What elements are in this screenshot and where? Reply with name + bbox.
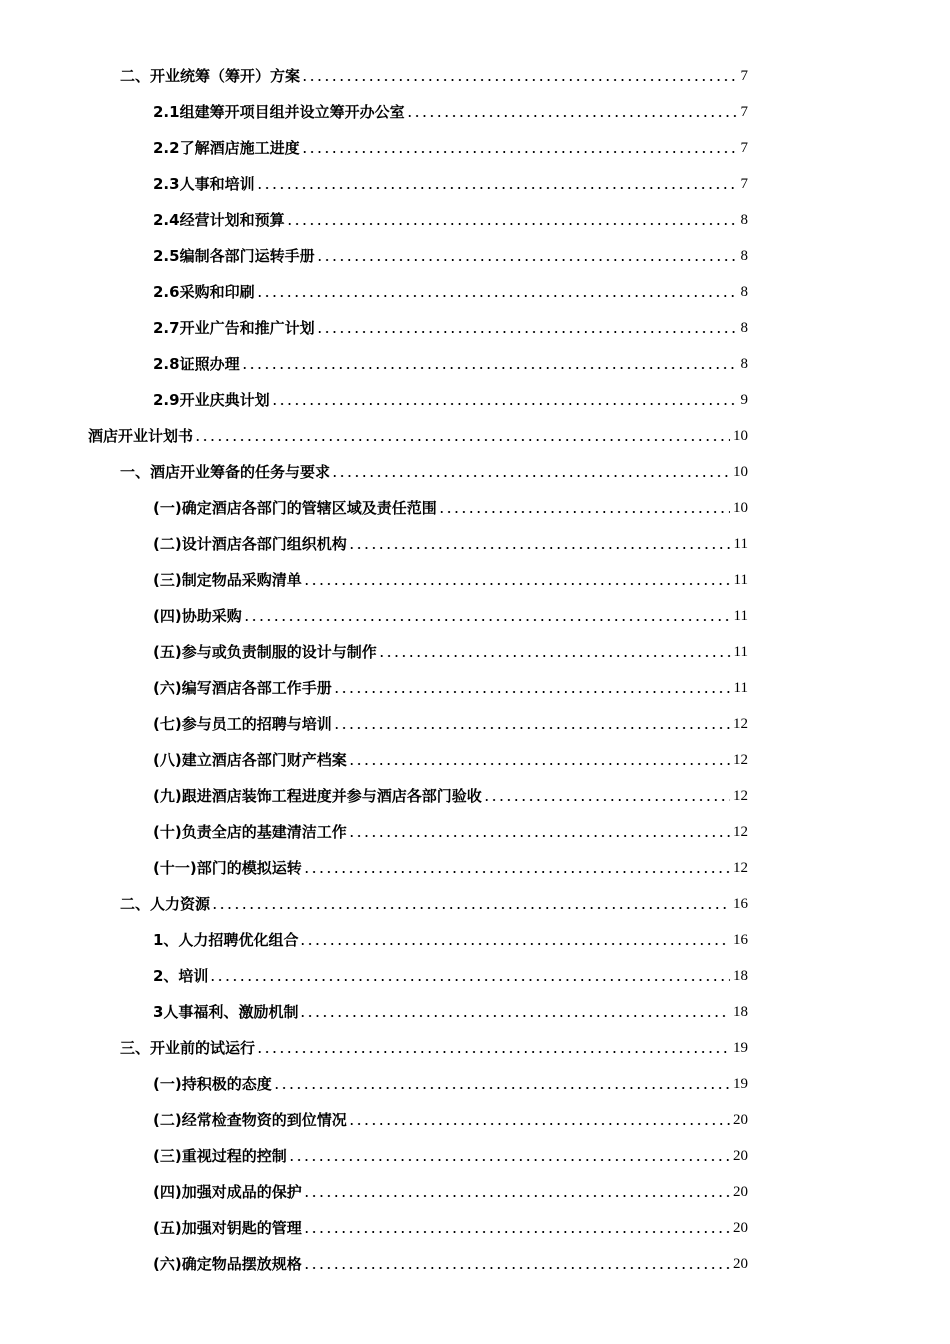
dot-leader [348, 547, 731, 549]
toc-entry-title: 2.4经营计划和预算 [153, 211, 285, 229]
dot-leader [331, 475, 730, 477]
toc-entry-title: (五)加强对钥匙的管理 [153, 1219, 302, 1237]
toc-entry-page-number: 8 [740, 248, 748, 264]
toc-entry-page-number: 11 [733, 608, 748, 624]
toc-entry[interactable] [0, 490, 950, 526]
toc-entry-page-number: 18 [733, 968, 748, 984]
toc-entry-title: 1、人力招聘优化组合 [153, 931, 299, 949]
toc-entry[interactable] [0, 886, 950, 922]
toc-entry[interactable] [0, 346, 950, 382]
toc-entry-title: 2.7开业广告和推广计划 [153, 319, 315, 337]
toc-entry[interactable] [0, 742, 950, 778]
toc-entry-page-number: 20 [733, 1256, 748, 1272]
dot-leader [241, 367, 738, 369]
toc-entry[interactable] [0, 814, 950, 850]
toc-entry[interactable] [0, 166, 950, 202]
toc-entry-page-number: 16 [733, 896, 748, 912]
toc-entry-title: (六)编写酒店各部工作手册 [153, 679, 332, 697]
dot-leader [301, 79, 737, 81]
dot-leader [194, 439, 730, 441]
dot-leader [256, 187, 738, 189]
dot-leader [256, 1051, 730, 1053]
toc-entry-title: 二、开业统筹（筹开）方案 [120, 67, 301, 85]
toc-entry[interactable] [0, 562, 950, 598]
toc-entry-page-number: 9 [740, 392, 748, 408]
toc-entry-page-number: 7 [740, 176, 748, 192]
toc-entry-title: (二)设计酒店各部门组织机构 [153, 535, 347, 553]
toc-entry-title: (二)经常检查物资的到位情况 [153, 1111, 347, 1129]
dot-leader [299, 943, 730, 945]
toc-entry-page-number: 20 [733, 1220, 748, 1236]
toc-entry[interactable] [0, 670, 950, 706]
dot-leader [438, 511, 730, 513]
dot-leader [406, 115, 738, 117]
toc-entry-page-number: 8 [740, 320, 748, 336]
toc-entry[interactable] [0, 850, 950, 886]
dot-leader [303, 1231, 730, 1233]
dot-leader [348, 835, 730, 837]
toc-entry-page-number: 20 [733, 1112, 748, 1128]
toc-entry-title: 2.5编制各部门运转手册 [153, 247, 315, 265]
toc-entry[interactable] [0, 310, 950, 346]
toc-entry-page-number: 20 [733, 1184, 748, 1200]
toc-entry-title: 2、培训 [153, 967, 209, 985]
toc-entry-page-number: 8 [740, 356, 748, 372]
toc-entry-page-number: 8 [740, 284, 748, 300]
toc-entry[interactable] [0, 94, 950, 130]
toc-entry[interactable] [0, 1030, 950, 1066]
dot-leader [303, 1195, 730, 1197]
dot-leader [316, 259, 738, 261]
toc-entry-page-number: 11 [733, 680, 748, 696]
toc-entry[interactable] [0, 526, 950, 562]
dot-leader [348, 1123, 730, 1125]
toc-entry[interactable] [0, 1102, 950, 1138]
toc-entry-title: (四)加强对成品的保护 [153, 1183, 302, 1201]
toc-entry-page-number: 10 [733, 500, 748, 516]
toc-entry-title: 2.8证照办理 [153, 355, 240, 373]
toc-entry-page-number: 11 [733, 536, 748, 552]
dot-leader [483, 799, 730, 801]
toc-entry[interactable] [0, 382, 950, 418]
toc-entry[interactable] [0, 418, 950, 454]
toc-entry-page-number: 19 [733, 1040, 748, 1056]
toc-entry-page-number: 16 [733, 932, 748, 948]
toc-entry[interactable] [0, 634, 950, 670]
toc-entry[interactable] [0, 274, 950, 310]
toc-entry-title: (七)参与员工的招聘与培训 [153, 715, 332, 733]
toc-entry-title: (三)制定物品采购清单 [153, 571, 302, 589]
toc-entry-title: (五)参与或负责制服的设计与制作 [153, 643, 377, 661]
toc-entry-title: (十一)部门的模拟运转 [153, 859, 302, 877]
toc-entry[interactable] [0, 202, 950, 238]
toc-entry-title: 2.2了解酒店施工进度 [153, 139, 300, 157]
dot-leader [256, 295, 738, 297]
dot-leader [211, 907, 730, 909]
dot-leader [288, 1159, 730, 1161]
toc-entry-title: (六)确定物品摆放规格 [153, 1255, 302, 1273]
toc-entry-page-number: 7 [740, 140, 748, 156]
toc-entry[interactable] [0, 1066, 950, 1102]
toc-entry-page-number: 10 [733, 464, 748, 480]
dot-leader [299, 1015, 730, 1017]
toc-entry-title: (一)持积极的态度 [153, 1075, 272, 1093]
dot-leader [378, 655, 731, 657]
toc-entry[interactable] [0, 1174, 950, 1210]
toc-entry-title: (八)建立酒店各部门财产档案 [153, 751, 347, 769]
toc-entry[interactable] [0, 958, 950, 994]
toc-entry-page-number: 12 [733, 752, 748, 768]
toc-entry-title: (四)协助采购 [153, 607, 242, 625]
toc-entry[interactable] [0, 598, 950, 634]
dot-leader [243, 619, 731, 621]
toc-entry-title: 酒店开业计划书 [88, 427, 194, 445]
toc-entry-page-number: 8 [740, 212, 748, 228]
dot-leader [209, 979, 730, 981]
toc-entry[interactable] [0, 238, 950, 274]
toc-entry[interactable] [0, 706, 950, 742]
toc-entry-title: 三、开业前的试运行 [120, 1039, 256, 1057]
toc-entry[interactable] [0, 778, 950, 814]
toc-entry-page-number: 12 [733, 716, 748, 732]
toc-entry[interactable] [0, 1138, 950, 1174]
toc-entry-title: (三)重视过程的控制 [153, 1147, 287, 1165]
toc-entry-title: (一)确定酒店各部门的管辖区域及责任范围 [153, 499, 437, 517]
dot-leader [303, 871, 730, 873]
toc-entry[interactable] [0, 922, 950, 958]
toc-entry[interactable] [0, 58, 950, 94]
toc-entry-page-number: 10 [733, 428, 748, 444]
toc-entry-title: 3人事福利、激励机制 [153, 1003, 299, 1021]
toc-entry-page-number: 11 [733, 572, 748, 588]
toc-entry[interactable] [0, 130, 950, 166]
toc-entry-page-number: 18 [733, 1004, 748, 1020]
toc-entry-page-number: 7 [740, 104, 748, 120]
toc-entry-page-number: 11 [733, 644, 748, 660]
table-of-contents [0, 58, 950, 1282]
toc-entry-title: 2.9开业庆典计划 [153, 391, 270, 409]
toc-entry-page-number: 12 [733, 860, 748, 876]
toc-entry-title: (十)负责全店的基建清洁工作 [153, 823, 347, 841]
toc-entry-title: 一、酒店开业筹备的任务与要求 [120, 463, 331, 481]
toc-entry-title: (九)跟进酒店装饰工程进度并参与酒店各部门验收 [153, 787, 482, 805]
toc-entry-page-number: 19 [733, 1076, 748, 1092]
toc-entry[interactable] [0, 994, 950, 1030]
toc-entry-title: 2.3人事和培训 [153, 175, 255, 193]
toc-entry-title: 2.6采购和印刷 [153, 283, 255, 301]
toc-entry-page-number: 20 [733, 1148, 748, 1164]
toc-entry-page-number: 7 [740, 68, 748, 84]
toc-entry[interactable] [0, 1246, 950, 1282]
toc-entry[interactable] [0, 454, 950, 490]
dot-leader [333, 727, 730, 729]
toc-entry-title: 2.1组建筹开项目组并设立筹开办公室 [153, 103, 405, 121]
dot-leader [303, 1267, 730, 1269]
dot-leader [271, 403, 738, 405]
dot-leader [333, 691, 731, 693]
dot-leader [301, 151, 738, 153]
toc-entry[interactable] [0, 1210, 950, 1246]
dot-leader [286, 223, 738, 225]
dot-leader [316, 331, 738, 333]
toc-entry-title: 二、人力资源 [120, 895, 211, 913]
dot-leader [303, 583, 731, 585]
dot-leader [273, 1087, 730, 1089]
dot-leader [348, 763, 730, 765]
toc-entry-page-number: 12 [733, 788, 748, 804]
toc-entry-page-number: 12 [733, 824, 748, 840]
